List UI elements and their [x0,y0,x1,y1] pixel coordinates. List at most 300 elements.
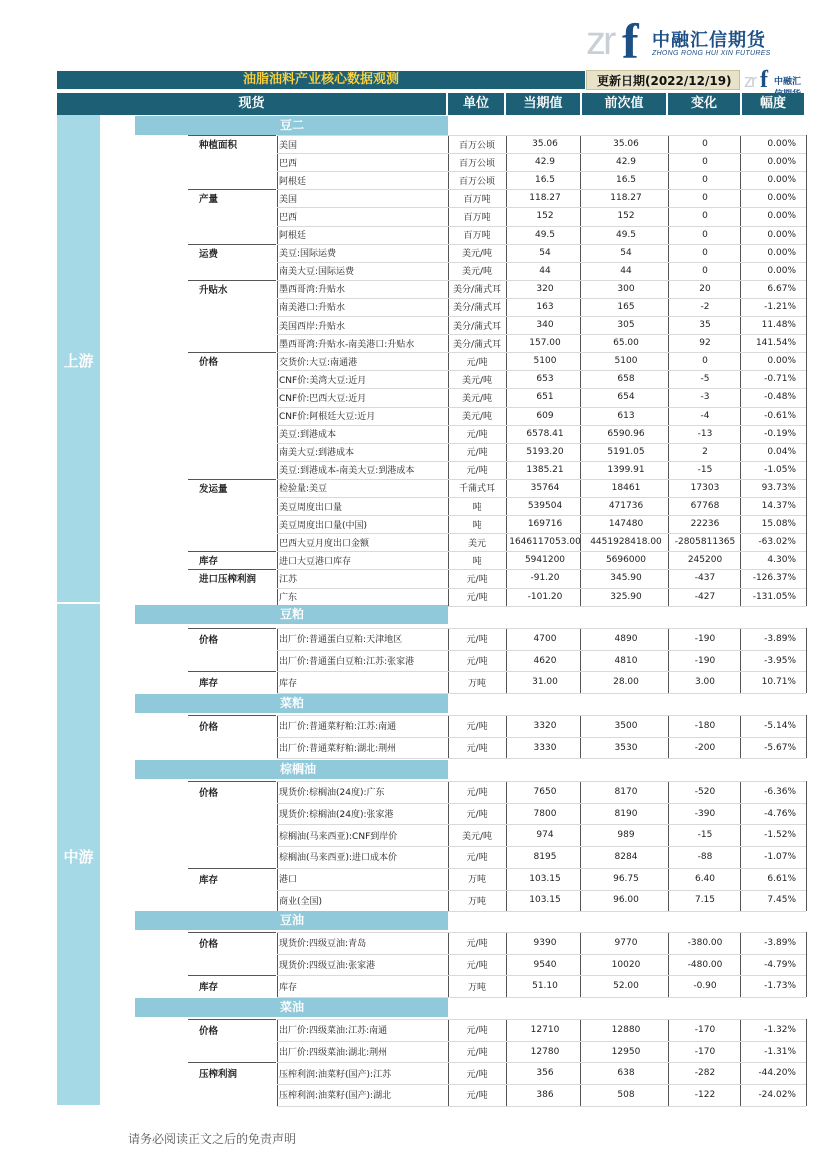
row-unit: 百万吨 [463,194,491,205]
row-unit: 元/吨 [466,635,488,646]
row-change: -180 [694,720,716,731]
row-change-pct: -4.79% [764,959,796,970]
row-current-value: 386 [536,1089,554,1100]
table-row [0,846,826,868]
table-row [0,479,826,497]
table-row [0,975,826,997]
row-previous-value: 52.00 [613,981,639,992]
table-row [0,890,826,912]
row-change: 0 [702,211,708,222]
table-row [0,425,826,443]
row-previous-value: 49.5 [615,229,637,240]
table-row [0,1062,826,1084]
row-unit: 元/吨 [466,961,488,972]
row-unit: 元/吨 [466,810,488,821]
row-indicator: 棕榈油(马来西亚):进口成本价 [279,853,398,864]
row-indicator: 南美港口:升贴水 [279,303,346,314]
row-previous-value: 4810 [614,655,638,666]
small-logo [744,67,804,93]
row-indicator: 现货价:棕榈油(24度):广东 [279,788,385,799]
row-previous-value: 96.00 [613,895,639,906]
row-change: -380.00 [687,937,723,948]
row-indicator: CNF价:巴西大豆:近月 [279,393,367,404]
grid-hline [277,737,806,738]
grid-hline [277,334,806,335]
row-current-value: 152 [536,211,554,222]
row-indicator: 美国 [279,140,298,151]
grid-hline [277,1041,806,1042]
row-indicator: 出厂价:四级菜油:湖北:荆州 [279,1048,388,1059]
row-indicator: 巴西大豆月度出口金额 [279,538,370,549]
grid-hline [277,890,806,891]
row-indicator: 阿根廷 [279,176,307,187]
row-indicator: 美豆:到港成本-南美大豆:到港成本 [279,466,415,477]
row-previous-value: 9770 [614,937,638,948]
row-indicator: 出厂价:普通蛋白豆粕:江苏:张家港 [279,657,415,668]
grid-hline [277,1084,806,1085]
grid-hline [277,868,806,869]
small-logo-mark-f: f [760,67,768,93]
grid-hline [277,461,806,462]
table-row [0,461,826,479]
row-current-value: 651 [536,392,554,403]
row-previous-value: 4451928418.00 [590,537,662,548]
row-current-value: 49.5 [534,229,556,240]
section-name: 豆粕 [280,607,305,621]
grid-hline [277,207,806,208]
company-logo [586,13,776,69]
row-previous-value: 42.9 [615,157,637,168]
row-change-pct: -1.07% [764,851,796,862]
grid-hline [277,781,806,782]
grid-hline [277,388,806,389]
row-indicator: 美豆周度出口量 [279,502,343,513]
header-change: 变化 [668,93,742,115]
row-unit: 美分/蒲式耳 [452,285,502,296]
row-change: -2 [700,301,710,312]
row-unit: 万吨 [467,896,486,907]
row-previous-value: 654 [617,392,635,403]
table-row [0,954,826,976]
row-change-pct: -6.36% [764,786,796,797]
row-current-value: 42.9 [534,157,556,168]
section-name: 棕榈油 [280,762,317,776]
row-current-value: 157.00 [529,338,561,349]
row-unit: 元/吨 [466,1048,488,1059]
table-row [0,824,826,846]
row-unit: 百万公顷 [458,158,495,169]
row-change-pct: 14.37% [761,501,796,512]
row-current-value: 54 [539,247,551,258]
row-change-pct: -0.71% [764,374,796,385]
table-row [0,443,826,461]
row-change: -15 [697,830,713,841]
grid-hline [277,497,806,498]
table-row [0,189,826,207]
row-current-value: 3320 [533,720,557,731]
row-current-value: 1646117053.00 [509,537,581,548]
table-row [0,352,826,370]
row-change-pct: 10.71% [761,677,796,688]
row-change-pct: 11.48% [761,320,796,331]
row-current-value: 16.5 [534,175,556,186]
section-name: 豆二 [280,118,305,132]
row-change-pct: -3.89% [764,633,796,644]
grid-hline [277,479,806,480]
grid-hline [277,1106,806,1107]
header-pct: 幅度 [742,93,804,115]
table-row [0,153,826,171]
row-previous-value: 471736 [608,501,644,512]
table-row [0,715,826,737]
row-unit: 百万吨 [463,231,491,242]
grid-hline [277,846,806,847]
row-previous-value: 118.27 [610,193,642,204]
row-change: -520 [694,786,716,797]
table-row [0,370,826,388]
row-current-value: 1385.21 [526,464,564,475]
row-change-pct: -63.02% [758,537,796,548]
row-previous-value: 5191.05 [607,446,645,457]
row-unit: 元/吨 [466,466,488,477]
row-indicator: 出厂价:普通菜籽粕:江苏:南通 [279,722,397,733]
row-change: -3 [700,392,710,403]
row-change-pct: -3.95% [764,655,796,666]
row-current-value: 609 [536,410,554,421]
table-row [0,515,826,533]
table-row [0,628,826,650]
disclaimer-note: 请务必阅读正文之后的免责声明 [128,1132,297,1146]
table-row [0,135,826,153]
grid-hline [277,975,806,976]
grid-hline [277,135,806,136]
row-change: 20 [699,283,711,294]
row-current-value: 103.15 [529,895,561,906]
row-change: -88 [697,851,713,862]
row-previous-value: 12880 [611,1024,641,1035]
row-change: 7.15 [694,895,716,906]
row-category: 压榨利润 [199,1069,238,1081]
row-change: 0 [702,139,708,150]
logo-mark-zr: zr [586,19,614,63]
row-category: 库存 [199,556,219,568]
row-change-pct: 0.00% [767,157,796,168]
row-change-pct: -4.76% [764,808,796,819]
row-change-pct: 0.00% [767,211,796,222]
row-unit: 千蒲式耳 [458,484,495,495]
row-unit: 吨 [472,520,482,531]
row-change: 92 [699,338,711,349]
section-bar [135,998,448,1017]
logo-english-name: ZHONG RONG HUI XIN FUTURES [652,50,771,57]
row-change-pct: 7.45% [767,895,796,906]
row-change: 0 [702,193,708,204]
table-row [0,781,826,803]
table-row [0,1041,826,1063]
row-current-value: 163 [536,301,554,312]
row-change: 6.40 [694,873,716,884]
row-unit: 元/吨 [466,448,488,459]
row-change-pct: -1.05% [764,464,796,475]
row-change-pct: -3.89% [764,937,796,948]
row-change: 67768 [690,501,720,512]
row-previous-value: 3530 [614,742,638,753]
row-unit: 百万吨 [463,212,491,223]
grid-hline [277,533,806,534]
grid-hline [277,515,806,516]
row-category: 库存 [199,678,219,690]
table-row [0,407,826,425]
row-change: -437 [694,573,716,584]
row-current-value: 5193.20 [526,446,564,457]
row-change-pct: 6.67% [767,283,796,294]
row-previous-value: 165 [617,301,635,312]
table-row [0,588,826,606]
row-current-value: 6578.41 [526,428,564,439]
row-change-pct: 0.00% [767,265,796,276]
grid-hline [277,954,806,955]
grid-hline [277,1019,806,1020]
row-current-value: 4620 [533,655,557,666]
row-previous-value: 65.00 [613,338,639,349]
row-indicator: CNF价:美湾大豆:近月 [279,375,367,386]
row-current-value: 169716 [527,519,563,530]
row-current-value: 9540 [533,959,557,970]
row-change-pct: 0.00% [767,193,796,204]
row-change: 0 [702,229,708,240]
row-change-pct: -1.73% [764,981,796,992]
grid-hline [277,280,806,281]
row-current-value: 4700 [533,633,557,644]
row-current-value: 539504 [527,501,563,512]
row-change: -122 [694,1089,716,1100]
row-change: -13 [697,428,713,439]
row-change: 17303 [690,482,720,493]
row-unit: 元/吨 [466,939,488,950]
grid-hline [277,298,806,299]
row-previous-value: 300 [617,283,635,294]
row-unit: 元/吨 [466,788,488,799]
grid-hline [277,803,806,804]
row-unit: 美分/蒲式耳 [452,321,502,332]
row-unit: 美元/吨 [461,249,493,260]
grid-hline [277,407,806,408]
row-unit: 美元/吨 [461,831,493,842]
row-change-pct: -1.21% [764,301,796,312]
row-indicator: 南美大豆:国际运费 [279,267,355,278]
grid-hline [277,650,806,651]
row-current-value: -91.20 [530,573,560,584]
row-current-value: 7650 [533,786,557,797]
row-current-value: 653 [536,374,554,385]
table-row [0,1084,826,1106]
row-previous-value: 5696000 [605,555,647,566]
row-change-pct: -0.19% [764,428,796,439]
row-previous-value: 638 [617,1068,635,1079]
row-unit: 元/吨 [466,430,488,441]
row-current-value: 35.06 [532,139,558,150]
row-current-value: 356 [536,1068,554,1079]
table-row [0,569,826,587]
table-row [0,316,826,334]
table-row [0,244,826,262]
table-row [0,226,826,244]
row-unit: 百万公顷 [458,140,495,151]
row-change: -282 [694,1068,716,1079]
row-change-pct: 0.04% [767,446,796,457]
row-change-pct: 4.30% [767,555,796,566]
row-current-value: 340 [536,320,554,331]
row-previous-value: 28.00 [613,677,639,688]
row-change: -170 [694,1024,716,1035]
row-indicator: 进口大豆港口库存 [279,556,352,567]
row-unit: 美元/吨 [461,375,493,386]
row-current-value: 5100 [533,356,557,367]
row-previous-value: 325.90 [610,591,642,602]
row-previous-value: 5100 [614,356,638,367]
header-unit: 单位 [448,93,506,115]
row-change-pct: -0.48% [764,392,796,403]
row-indicator: 美国西岸:升贴水 [279,321,346,332]
logo-mark-f: f [622,13,639,69]
row-previous-value: 305 [617,320,635,331]
row-previous-value: 989 [617,830,635,841]
table-row [0,497,826,515]
row-previous-value: 6590.96 [607,428,645,439]
row-indicator: 美豆:国际运费 [279,249,337,260]
row-indicator: 出厂价:普通蛋白豆粕:天津地区 [279,635,403,646]
row-change: -15 [697,464,713,475]
table-row [0,803,826,825]
row-unit: 元/吨 [466,722,488,733]
row-indicator: 墨西哥湾:升贴水 [279,285,346,296]
row-indicator: 港口 [279,875,298,886]
row-indicator: 现货价:棕榈油(24度):张家港 [279,810,394,821]
grid-hline [277,1062,806,1063]
row-previous-value: 96.75 [613,873,639,884]
row-current-value: 12780 [530,1046,560,1057]
row-change-pct: 93.73% [761,482,796,493]
row-previous-value: 8284 [614,851,638,862]
row-category: 升贴水 [199,284,228,296]
row-change-pct: -1.32% [764,1024,796,1035]
row-change: -170 [694,1046,716,1057]
row-change-pct: 15.08% [761,519,796,530]
small-logo-mark-zr: zr [744,71,755,91]
row-indicator: 阿根廷 [279,231,307,242]
row-unit: 元/吨 [466,357,488,368]
row-indicator: 江苏 [279,574,298,585]
section-bar [135,605,448,624]
row-change: -200 [694,742,716,753]
row-change: -190 [694,633,716,644]
row-previous-value: 44 [620,265,632,276]
row-change-pct: -44.20% [758,1068,796,1079]
row-indicator: 出厂价:四级菜油:江苏:南通 [279,1026,388,1037]
row-current-value: 9390 [533,937,557,948]
table-row [0,671,826,693]
row-change-pct: 141.54% [755,338,796,349]
row-indicator: CNF价:阿根廷大豆:近月 [279,412,376,423]
table-row [0,388,826,406]
row-change: 0 [702,265,708,276]
row-previous-value: 4890 [614,633,638,644]
table-row [0,207,826,225]
side-midstream-label: 中游 [63,848,94,866]
row-change-pct: 6.61% [767,873,796,884]
row-change: -390 [694,808,716,819]
row-indicator: 压榨利润:油菜籽(国产):湖北 [279,1091,392,1102]
row-unit: 美元/吨 [461,267,493,278]
row-current-value: 103.15 [529,873,561,884]
row-previous-value: 16.5 [615,175,637,186]
row-change: 3.00 [694,677,716,688]
grid-hline [277,425,806,426]
row-unit: 元/吨 [466,744,488,755]
row-change-pct: 0.00% [767,356,796,367]
row-change-pct: -126.37% [752,573,796,584]
row-category: 种植面积 [199,140,238,152]
row-change-pct: -5.14% [764,720,796,731]
table-row [0,298,826,316]
row-change: -427 [694,591,716,602]
row-current-value: 118.27 [529,193,561,204]
row-change: 2 [702,446,708,457]
row-previous-value: 35.06 [613,139,639,150]
section-bar [135,116,448,135]
row-previous-value: 3500 [614,720,638,731]
row-change: -2805811365 [674,537,736,548]
section-bar [135,694,448,713]
row-category: 运费 [199,248,219,260]
row-unit: 美分/蒲式耳 [452,339,502,350]
row-change-pct: -1.52% [764,830,796,841]
side-upstream-label: 上游 [63,352,94,370]
row-previous-value: 54 [620,247,632,258]
row-change: 22236 [690,519,720,530]
update-date: 更新日期(2022/12/19) [586,70,740,90]
row-change-pct: 0.00% [767,139,796,150]
row-current-value: 35764 [530,482,560,493]
row-unit: 元/吨 [466,574,488,585]
table-row [0,262,826,280]
row-unit: 万吨 [467,875,486,886]
row-previous-value: 10020 [611,959,641,970]
grid-hline [277,932,806,933]
row-current-value: 12710 [530,1024,560,1035]
row-indicator: 出厂价:普通菜籽粕:湖北:荆州 [279,744,397,755]
grid-hline [277,352,806,353]
row-unit: 元/吨 [466,853,488,864]
row-indicator: 库存 [279,678,298,689]
row-previous-value: 613 [617,410,635,421]
row-change-pct: -24.02% [758,1089,796,1100]
row-unit: 元/吨 [466,657,488,668]
row-category: 价格 [199,1025,219,1037]
row-change: -190 [694,655,716,666]
table-row [0,533,826,551]
row-previous-value: 345.90 [610,573,642,584]
row-previous-value: 508 [617,1089,635,1100]
row-change: -4 [700,410,710,421]
row-unit: 美分/蒲式耳 [452,303,502,314]
row-unit: 美元 [467,538,486,549]
table-row [0,551,826,569]
row-previous-value: 658 [617,374,635,385]
grid-hline [277,715,806,716]
row-previous-value: 8170 [614,786,638,797]
row-change-pct: 0.00% [767,175,796,186]
